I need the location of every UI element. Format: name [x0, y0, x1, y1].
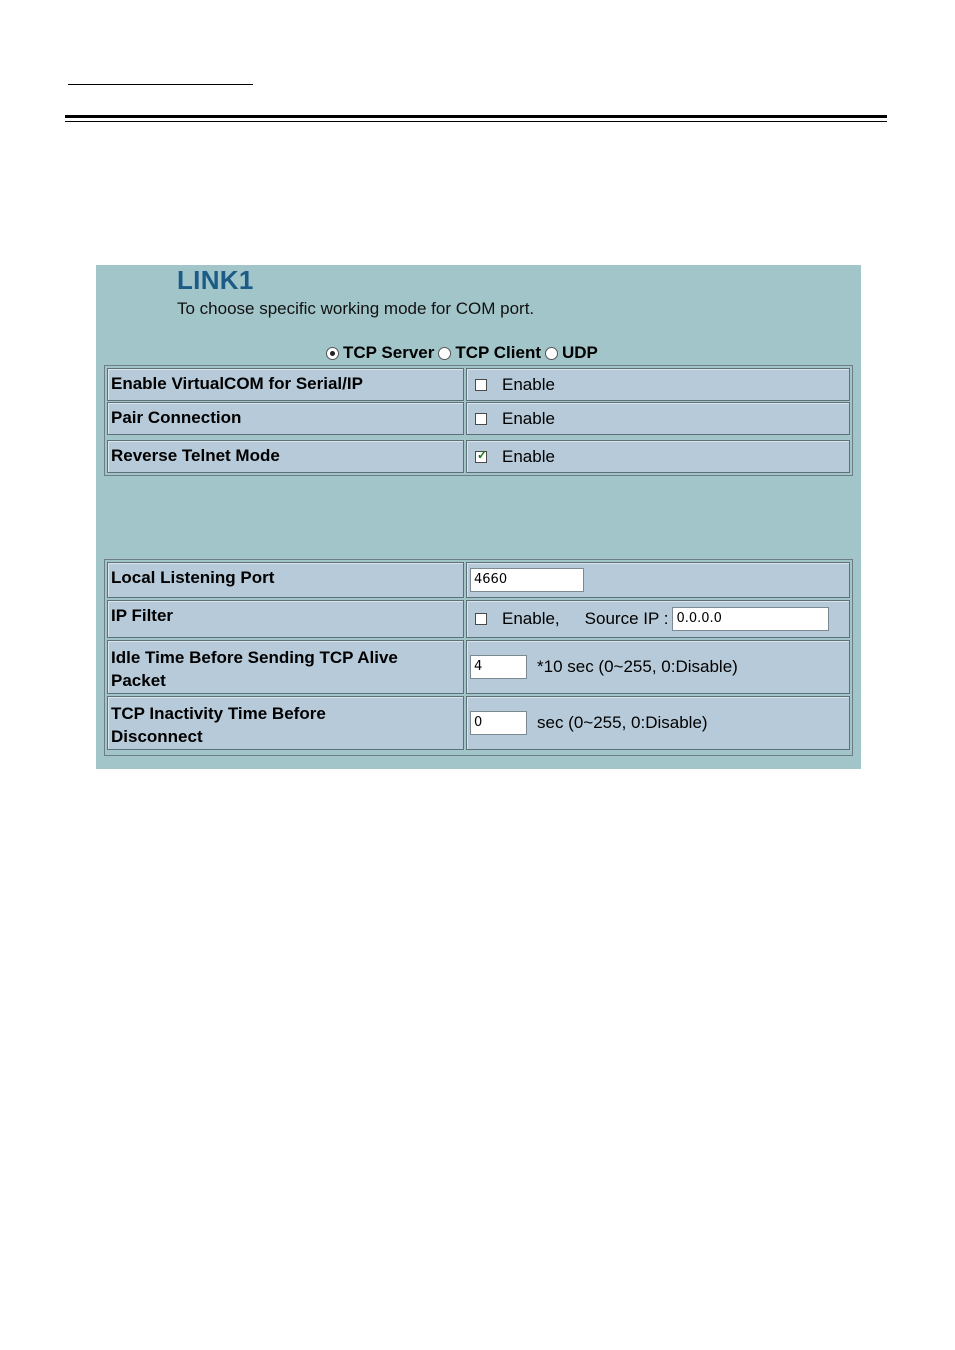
local-port-value-cell [466, 562, 850, 598]
inactivity-label [107, 696, 464, 750]
radio-udp[interactable] [545, 347, 558, 360]
options-table [104, 365, 853, 476]
ip-filter-enable-label: Enable, [502, 609, 560, 628]
radio-tcp-server-label[interactable]: TCP Server [343, 343, 435, 362]
virtualcom-enable-label: Enable [502, 374, 555, 394]
settings-table [104, 559, 853, 756]
header-double-rule [65, 115, 887, 122]
idle-time-label-line1: Idle Time Before Sending TCP Alive [111, 648, 398, 667]
local-port-input[interactable]: 4660 [470, 568, 584, 592]
idle-time-label [107, 640, 464, 694]
reverse-telnet-value-cell [466, 440, 850, 473]
pair-connection-label: Pair Connection [107, 402, 464, 435]
reverse-telnet-enable-label: Enable [502, 446, 555, 466]
inactivity-label-line2: Disconnect [111, 727, 203, 746]
inactivity-input[interactable]: 0 [470, 711, 527, 735]
local-port-label: Local Listening Port [107, 562, 464, 598]
reverse-telnet-checkbox[interactable] [475, 451, 487, 463]
ip-filter-value-cell [466, 600, 850, 638]
virtualcom-label: Enable VirtualCOM for Serial/IP [107, 368, 464, 401]
virtualcom-checkbox[interactable] [475, 379, 487, 391]
source-ip-label: Source IP : [584, 609, 669, 628]
inactivity-label-line1: TCP Inactivity Time Before [111, 704, 326, 723]
reverse-telnet-label: Reverse Telnet Mode [107, 440, 464, 473]
link-config-panel [96, 265, 861, 769]
link-title: LINK1 [177, 265, 254, 295]
link-description: To choose specific working mode for COM port. [177, 299, 535, 318]
ip-filter-checkbox[interactable] [475, 613, 487, 625]
radio-udp-label[interactable]: UDP [562, 343, 598, 362]
radio-tcp-server[interactable] [326, 347, 339, 360]
inactivity-value-cell [466, 696, 850, 750]
pair-connection-enable-label: Enable [502, 408, 555, 428]
virtualcom-value-cell [466, 368, 850, 401]
pair-connection-value-cell [466, 402, 850, 435]
header-short-rule [68, 84, 253, 85]
mode-radio-group [324, 343, 600, 363]
radio-tcp-client[interactable] [438, 347, 451, 360]
source-ip-input[interactable]: 0.0.0.0 [672, 607, 829, 631]
inactivity-hint: sec (0~255, 0:Disable) [537, 713, 708, 732]
pair-connection-checkbox[interactable] [475, 413, 487, 425]
idle-time-value-cell [466, 640, 850, 694]
radio-tcp-client-label[interactable]: TCP Client [455, 343, 541, 362]
idle-time-input[interactable]: 4 [470, 655, 527, 679]
ip-filter-label: IP Filter [107, 600, 464, 638]
idle-time-hint: *10 sec (0~255, 0:Disable) [537, 657, 738, 676]
idle-time-label-line2: Packet [111, 671, 166, 690]
